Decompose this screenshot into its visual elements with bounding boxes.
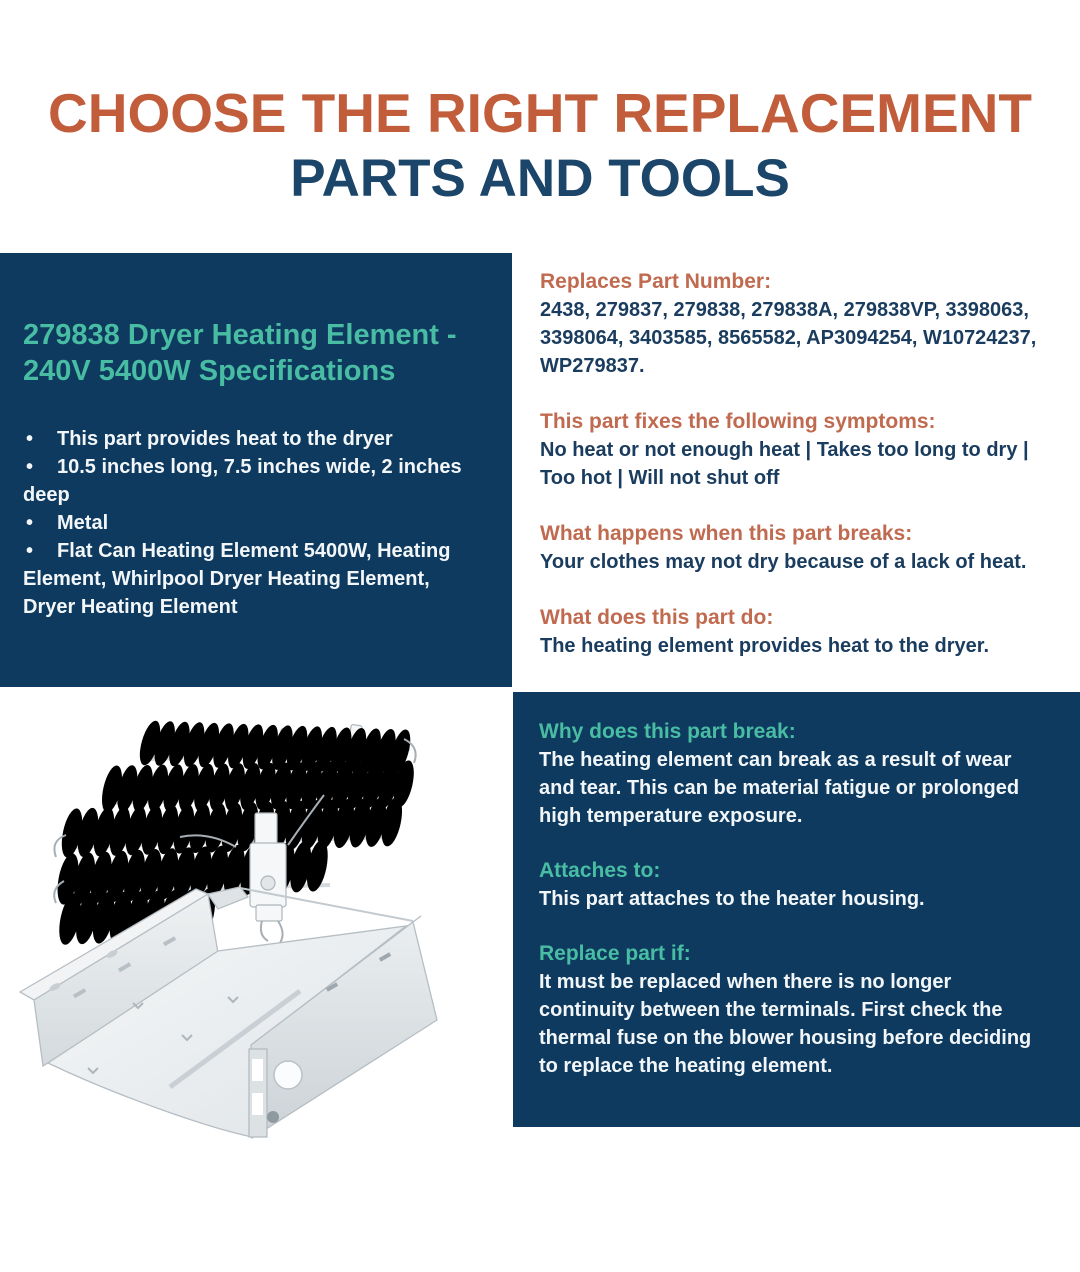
bullet-text: This part provides heat to the dryer xyxy=(57,428,393,450)
spec-bullet-list xyxy=(23,425,474,621)
spec-heading-line-1: 279838 Dryer Heating Element - xyxy=(23,319,457,351)
info-section-replaces xyxy=(540,268,1064,380)
section-heading: Why does this part break: xyxy=(539,720,796,743)
bullet-marker: • xyxy=(26,456,34,478)
info-section-function xyxy=(540,604,1064,660)
page-title xyxy=(0,84,1080,208)
section-body: 2438, 279837, 279838, 279838A, 279838VP, 3398063, 3398064, 3403585, 8565582, AP3094254, W10724237, WP279837. xyxy=(540,299,1037,377)
section-body: It must be replaced when there is no longer continuity between the terminals. First check the thermal fuse on the blower housing before deciding to replace the heating element. xyxy=(539,971,1032,1077)
section-body: No heat or not enough heat | Takes too long to dry | Too hot | Will not shut off xyxy=(540,439,1029,489)
spec-heading-line-2: 240V 5400W Specifications xyxy=(23,355,396,387)
bullet-marker: • xyxy=(26,428,34,450)
coil-assembly xyxy=(51,718,418,947)
spec-heading xyxy=(23,317,474,389)
section-body: Your clothes may not dry because of a lack of heat. xyxy=(540,551,1027,573)
bullet-marker: • xyxy=(26,540,34,562)
bullet-marker: • xyxy=(26,512,34,534)
bullet-item xyxy=(23,537,474,621)
section-heading: What does this part do: xyxy=(540,606,774,629)
title-line-1: CHOOSE THE RIGHT REPLACEMENT xyxy=(48,82,1032,144)
detail-section-why xyxy=(539,718,1052,830)
bullet-item xyxy=(23,509,474,537)
bullet-text: Metal xyxy=(57,512,109,534)
title-line-2: PARTS AND TOOLS xyxy=(290,149,790,208)
section-body: This part attaches to the heater housing. xyxy=(539,888,925,910)
section-heading: Replaces Part Number: xyxy=(540,270,772,293)
product-image-svg xyxy=(0,697,540,1197)
info-section-breaks xyxy=(540,520,1064,576)
product-image xyxy=(0,697,540,1197)
info-section-symptoms xyxy=(540,408,1064,492)
bullet-text: 10.5 inches long, 7.5 inches wide, 2 inches deep xyxy=(23,456,462,506)
section-body: The heating element provides heat to the dryer. xyxy=(540,635,989,657)
bullet-text: Flat Can Heating Element 5400W, Heating Element, Whirlpool Dryer Heating Element, Dryer Heating Element xyxy=(23,540,451,618)
bullet-item xyxy=(23,425,474,453)
detail-section-attaches xyxy=(539,857,1052,913)
info-column xyxy=(540,268,1064,688)
section-heading: This part fixes the following symptoms: xyxy=(540,410,936,433)
section-heading: Replace part if: xyxy=(539,942,691,965)
detail-panel xyxy=(513,692,1080,1127)
section-heading: Attaches to: xyxy=(539,859,661,882)
specifications-panel xyxy=(0,253,512,687)
detail-section-replace xyxy=(539,940,1052,1080)
bullet-item xyxy=(23,453,474,509)
section-heading: What happens when this part breaks: xyxy=(540,522,913,545)
section-body: The heating element can break as a result of wear and tear. This can be material fatigue or prolonged high temperature exposure. xyxy=(539,749,1020,827)
